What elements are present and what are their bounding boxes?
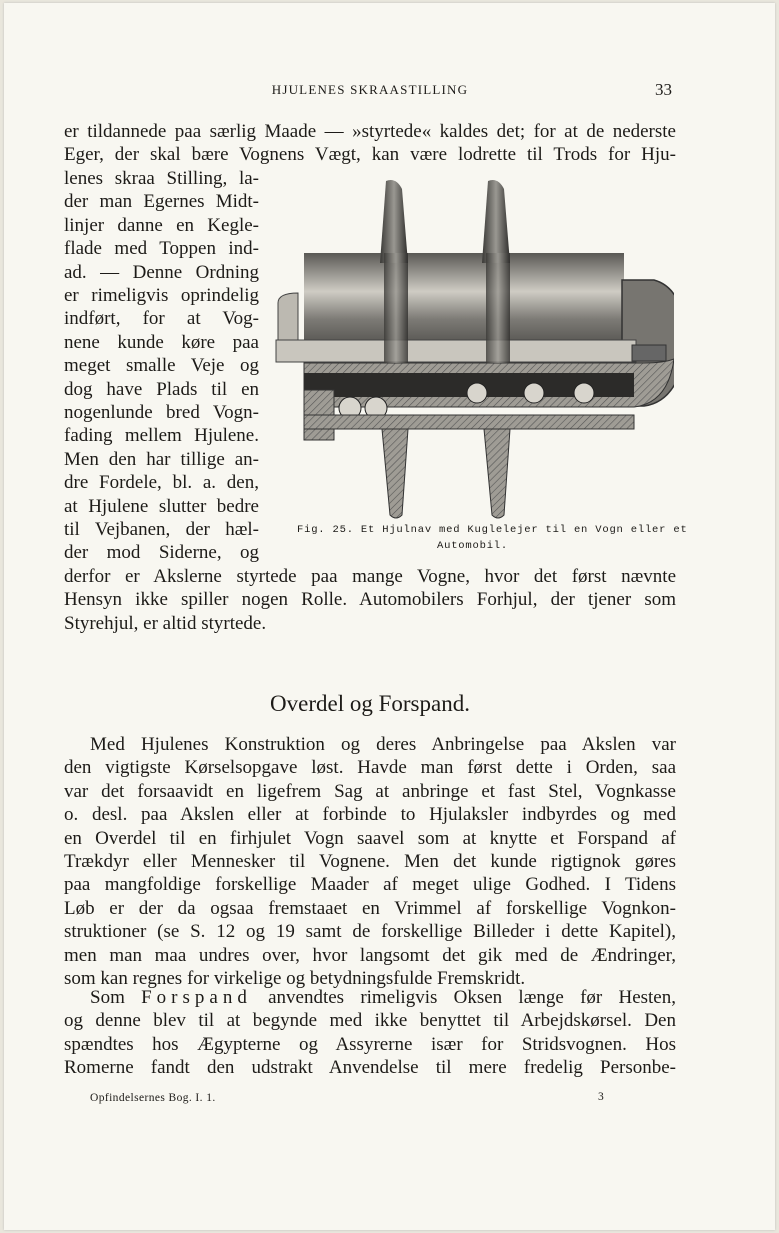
text-line: derfor er Akslerne styrtede paa mange Vogne, hvor det først nævnte [64,565,676,587]
running-head: HJULENES SKRAASTILLING [271,82,469,97]
text-line: Med Hjulenes Konstruktion og deres Anbringelse paa Akslen var [90,734,676,755]
text-line: og denne blev til at begynde med ikke benyttet til Arbejdskørsel. Den [64,1010,676,1032]
text-line: spændtes hos Ægypterne og Assyrerne især for Stridsvognen. Hos [64,1033,676,1055]
text-line: som kan regnes for virkelige og betydningsfulde Fremskridt. [64,968,526,989]
text-line: paa mangfoldige forskellige Maader af meget ulige Godhed. I Tidens [64,874,676,896]
text-line: flade med Toppen ind- [64,238,259,260]
text-line: linjer danne en Kegle- [64,214,259,236]
text-line: men man maa undres over, hvor langsomt det gik med de Ændringer, [64,944,676,966]
text-line: nene kunde køre paa [64,331,259,353]
text-line: en Overdel til en firhjulet Vogn saavel som at knytte et Forspand af [64,827,676,849]
text-line: lenes skraa Stilling, la- [64,168,259,189]
text-line: indført, for at Vog- [64,308,259,330]
figure-caption-line: Fig. 25. Et Hjulnav med Kuglelejer til en Vogn eller et [297,524,688,536]
text-line: den vigtigste Kørselsopgave løst. Havde man først dette i Orden, saa [64,757,676,779]
text-line: Styrehjul, er altid styrtede. [64,612,267,634]
hub-illustration [272,175,674,521]
text-line: Eger, der skal bære Vognens Vægt, kan være lodrette til Trods for Hju- [64,144,676,166]
text-line: at Hjulene slutter bedre [64,495,259,517]
text-span: anvendtes rimeligvis Oksen længe før Hesten, [251,987,676,1008]
text-line: fading mellem Hjulene. [64,425,259,447]
text-line: til Vejbanen, der hæl- [64,519,259,540]
text-line: er rimeligvis oprindelig [64,285,259,306]
text-line: dre Fordele, bl. a. den, [64,472,259,494]
text-line: er tildannede paa særlig Maade — »styrtede« kaldes det; for at de nederste [64,121,676,142]
text-line: o. desl. paa Akslen eller at forbinde to Hjulaksler indbyrdes og med [64,804,676,826]
text-line: Trækdyr eller Mennesker til Vognene. Men det kunde rigtignok gøres [64,851,676,872]
text-line: Romerne fandt den udstrakt Anvendelse til mere fredelig Personbe- [64,1057,676,1079]
text-line: meget smalle Veje og [64,355,259,377]
book-page [4,3,775,1230]
figure-caption-line: Automobil. [437,540,509,552]
signature-mark: 3 [598,1091,604,1103]
text-line: nogenlunde bred Vogn- [64,402,259,423]
text-line: der man Egernes Midt- [64,191,259,213]
text-line: dog have Plads til en [64,378,259,400]
section-heading: Overdel og Forspand. [270,691,470,716]
page-number: 33 [655,80,672,99]
text-line: var det forsaavidt en ligefrem Sag at anbringe et fast Stel, Vognkasse [64,780,676,802]
text-span: Som [90,987,142,1008]
text-line: der mod Siderne, og [64,542,259,564]
text-line: Løb er der da ogsaa fremstaaet en Vrimmel af forskellige Vognkon- [64,897,676,919]
text-line: ad. — Denne Ordning [64,261,259,283]
text-line [90,987,676,1009]
text-line: struktioner (se S. 12 og 19 samt de forskellige Billeder i dette Kapitel), [64,921,676,943]
spaced-emphasis: Forspand [141,987,252,1008]
text-line: Men den har tillige an- [64,448,259,470]
footer-book-title: Opfindelsernes Bog. I. 1. [90,1092,216,1104]
text-line: Hensyn ikke spiller nogen Rolle. Automobilers Forhjul, der tjener som [64,589,676,611]
